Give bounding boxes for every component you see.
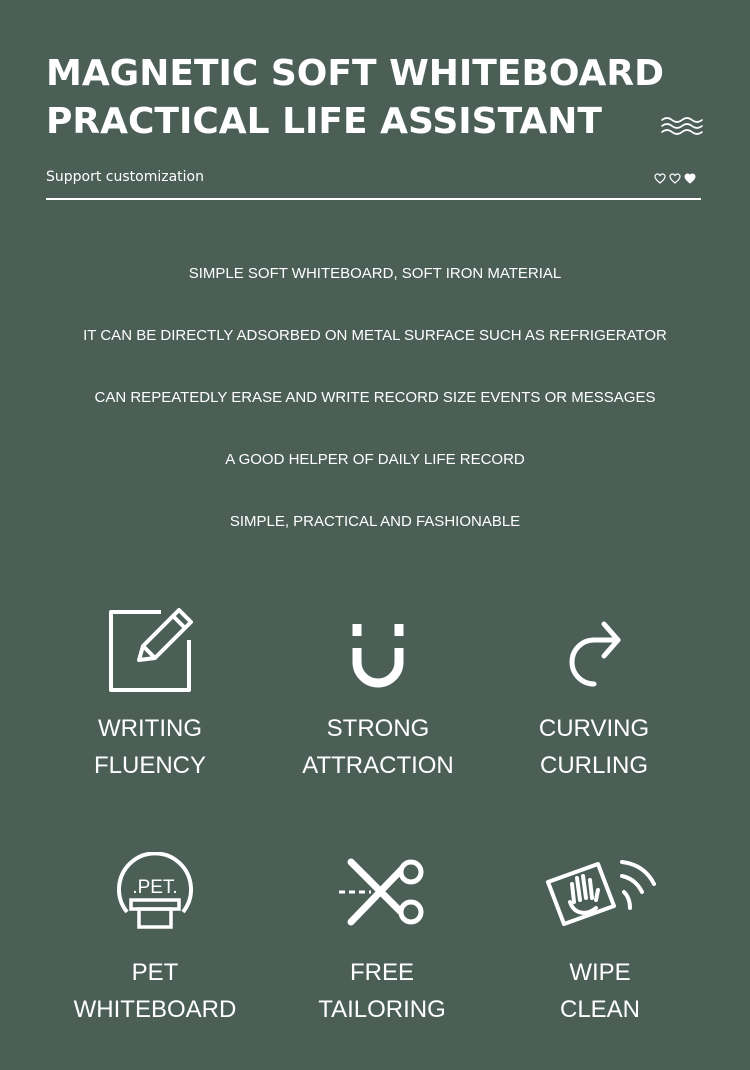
feature-label-line1: FREE: [349, 959, 414, 986]
hearts-decoration: [654, 173, 696, 184]
feature-writing-fluency: [40, 606, 260, 779]
pen-square-icon: [105, 606, 195, 696]
feature-label-line1: WRITING: [98, 715, 202, 742]
feature-label-line2: CLEAN: [559, 996, 641, 1023]
feature-wipe-clean: [490, 856, 710, 1023]
feature-label-line2: CURLING: [539, 752, 648, 779]
header-divider: [46, 198, 701, 200]
title-line-2: PRACTICAL LIFE ASSISTANT: [46, 101, 602, 142]
title-line-1: MAGNETIC SOFT WHITEBOARD: [46, 53, 664, 94]
heart-filled-icon: [684, 173, 696, 184]
feature-curving-curling: [484, 618, 704, 779]
waves-icon: [660, 116, 704, 136]
feature-pet-whiteboard: [45, 852, 265, 1023]
feature-label-line1: PET: [131, 959, 179, 986]
feature-label-line2: TAILORING: [318, 996, 446, 1023]
feature-label-line2: WHITEBOARD: [73, 996, 237, 1023]
feature-strong-attraction: [268, 620, 488, 779]
pet-icon-text: .PET.: [132, 877, 178, 898]
description-block: [0, 256, 750, 566]
scissors-icon: [337, 856, 427, 928]
feature-label-line1: WIPE: [569, 959, 631, 986]
feature-label-line1: CURVING: [538, 715, 650, 742]
wipe-hand-icon: [540, 856, 660, 930]
feature-free-tailoring: [272, 856, 492, 1023]
description-line: CAN REPEATEDLY ERASE AND WRITE RECORD SIZE EVENTS OR MESSAGES: [94, 389, 656, 406]
feature-label-line2: FLUENCY: [93, 752, 207, 779]
curved-arrow-icon: [564, 618, 624, 688]
description-line: A GOOD HELPER OF DAILY LIFE RECORD: [225, 451, 525, 468]
pet-material-icon: [113, 852, 197, 936]
description-line: IT CAN BE DIRECTLY ADSORBED ON METAL SURFACE SUCH AS REFRIGERATOR: [83, 327, 667, 344]
heart-outline-icon: [669, 173, 681, 184]
feature-label-line1: STRONG: [326, 715, 430, 742]
subtitle: Support customization: [46, 169, 204, 185]
description-line: SIMPLE, PRACTICAL AND FASHIONABLE: [229, 513, 521, 530]
feature-label-line2: ATTRACTION: [302, 752, 454, 779]
description-line: SIMPLE SOFT WHITEBOARD, SOFT IRON MATERIAL: [188, 265, 562, 282]
page-title: [46, 50, 664, 146]
heart-outline-icon: [654, 173, 666, 184]
magnet-icon: [348, 620, 408, 695]
